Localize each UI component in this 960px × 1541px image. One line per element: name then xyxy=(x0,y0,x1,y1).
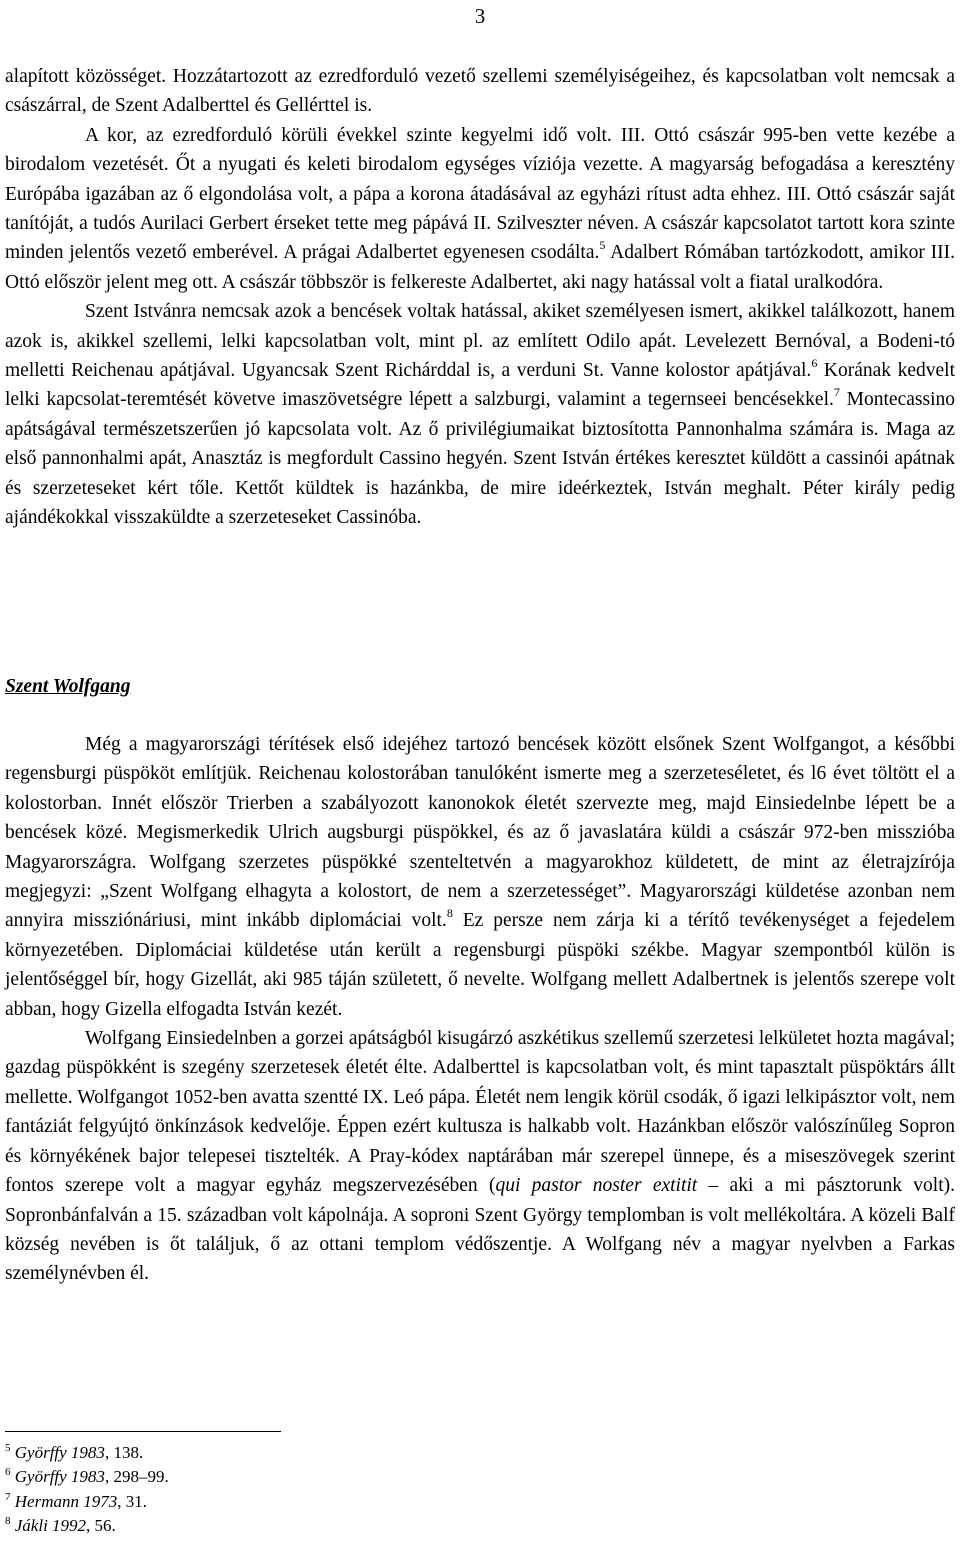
paragraph-4 xyxy=(5,730,955,1024)
footnote-number: 6 xyxy=(5,1466,11,1479)
footnote-ref-6: 6 xyxy=(811,356,818,371)
footnote-pages: , 298–99. xyxy=(104,1467,169,1487)
paragraph-4-text-a: Még a magyarországi térítések első idejéhez tartozó bencések között elsőnek Szent Wolfgangot, a későbbi regensburgi püspököt említjük. Reichenau kolostorában tanulóként ismerte meg a szerzeteséletet, és l6 évet töltött el a kolostorban. Innét először Trierben a szabályozott kanonokok életét szervezte meg, majd Einsiedelnbe lépett be a bencések közé. Megismerkedik Ulrich augsburgi püspökkel, és az ő javaslatára küldi a császár 972-ben misszióba Magyarországra. Wolfgang szerzetes püspökké szenteltetvén a magyarokhoz küldetett, de mint az életrajzírója megjegyzi: „Szent Wolfgang elhagyta a kolostort, de nem a szerzetességet”. Magyarországi küldetése azonban nem annyira missziónáriusi, mint inkább diplomáciai volt. xyxy=(5,734,955,932)
footnote-ref-8: 8 xyxy=(446,906,453,921)
footnote-source: Györffy 1983 xyxy=(14,1467,105,1487)
paragraph-5 xyxy=(5,1024,955,1289)
paragraph-1 xyxy=(5,62,955,121)
footnote-number: 8 xyxy=(5,1515,11,1528)
footnote-source: Hermann 1973 xyxy=(14,1491,118,1511)
paragraph-5-text-b: – aki a mi pásztorunk volt). Sopronbánfalván a 15. században volt kápolnája. A soproni Szent György templomban is volt mellékoltára. A közeli Balf község nevében is őt találjuk, ő az ottani templom védőszentje. A Wolfgang név a magyar nyelvben a Farkas személynévben él. xyxy=(5,1175,956,1285)
footnote-pages: , 56. xyxy=(86,1516,116,1536)
footnote-5 xyxy=(5,1441,169,1465)
footnote-6 xyxy=(5,1465,169,1489)
paragraph-3-text-c: Montecassino apátságával természetszerűen jó kapcsolata volt. Az ő privilégiumaikat biztosította Pannonhalma számára is. Maga az első pannonhalmi apát, Anasztáz is megfordult Cassino hegyén. Szent István értékes keresztet küldött a cassinói apátnak és szerzeteseket kért tőle. Kettőt küldtek is hazánkba, de mire ideérkeztek, István meghalt. Péter király pedig ajándékokkal visszaküldte a szerzeteseket Cassinóba. xyxy=(5,389,955,529)
paragraph-3-text-a: Szent Istvánra nemcsak azok a bencések voltak hatással, akiket személyesen ismert, akikkel találkozott, hanem azok is, akikkel szellemi, lelki kapcsolatban volt, mint pl. az említett Odilo apát. Levelezett Bernóval, a Bodeni-tó melletti Reichenau apátjával. Ugyancsak Szent Richárddal is, a verduni St. Vanne kolostor apátjával. xyxy=(5,301,955,382)
footnotes xyxy=(5,1441,169,1539)
paragraph-2 xyxy=(5,121,955,297)
footnote-pages: , 31. xyxy=(117,1491,147,1511)
paragraph-2-text-a: A kor, az ezredforduló körüli évekkel szinte kegyelmi idő volt. III. Ottó császár 995-ben vette kezébe a birodalom vezetését. Őt a nyugati és keleti birodalom egységes víziója vezette. A magyarság befogadása a keresztény Európába igazában az ő elgondolása volt, a pápa a korona átadásával az egyházi rítust adta ehhez. III. Ottó császár saját tanítóját, a tudós Aurilaci Gerbert érseket tette meg pápává II. Szilveszter néven. A császár kapcsolatot tartott kora szinte minden jelentős vezető emberével. A prágai Adalbertet egyenesen csodálta. xyxy=(5,124,955,264)
paragraph-1-text: alapított közösséget. Hozzátartozott az ezredforduló vezető szellemi személyiségeihez, és kapcsolatban volt nemcsak a császárral, de Szent Adalberttel és Gellérttel is. xyxy=(5,66,955,117)
footnote-ref-5: 5 xyxy=(599,238,606,253)
section-heading: Szent Wolfgang xyxy=(5,676,131,697)
paragraph-3-text-b: Korának kedvelt lelki kapcsolat-teremtését követve imaszövetségre lépett a salzburgi, valamint a tegernseei bencésekkel. xyxy=(5,360,955,411)
latin-quote: qui pastor noster extitit xyxy=(495,1175,698,1197)
footnote-7 xyxy=(5,1490,169,1514)
paragraph-5-text-a: Wolfgang Einsiedelnben a gorzei apátságból kisugárzó aszkétikus szellemű szerzetesi lelkületet hozta magával; gazdag püspökként is szegény szerzetesek életét élte. Adalberttel is kapcsolatban volt, és mint tapasztalt püspöktárs állt mellette. Wolfgangot 1052-ben avatta szentté IX. Leó pápa. Életét nem lengik körül csodák, ő igazi lelkipásztor volt, nem fantáziát felgyújtó önkínzások kedvelője. Éppen ezért kultusza is halkabb volt. Hazánkban először valószínűleg Sopron és környékének bajor telepesei tisztelték. A Pray-kódex naptárában már szerepel ünnepe, és a miseszövegek szerint fontos szerepe volt a magyar egyház megszervezésében ( xyxy=(5,1028,955,1197)
paragraph-2-text-b: Adalbert Rómában tartózkodott, amikor III. Ottó először jelent meg ott. A császár többször is felkereste Adalbertet, aki nagy hatással volt a fiatal uralkodóra. xyxy=(5,242,955,293)
paragraph-4-text-b: Ez persze nem zárja ki a térítő tevékenységet a fejedelem környezetében. Diplomáciai küldetése után került a regensburgi püspöki székbe. Magyar szempontból külön is jelentőséggel bír, hogy Gizellát, aki 985 táján született, ő nevelte. Wolfgang mellett Adalbertnek is jelentős szerepe volt abban, hogy Gizella elfogadta István kezét. xyxy=(5,910,955,1020)
footnote-number: 7 xyxy=(5,1490,11,1503)
footnote-ref-7: 7 xyxy=(833,385,840,400)
paragraph-3 xyxy=(5,297,955,532)
body-text-lower xyxy=(5,730,955,1289)
footnote-source: Györffy 1983 xyxy=(14,1443,105,1462)
footnote-8 xyxy=(5,1514,169,1538)
footnote-number: 5 xyxy=(5,1442,11,1454)
page-number: 3 xyxy=(474,4,486,28)
footnote-separator xyxy=(5,1431,281,1432)
body-text-upper xyxy=(5,62,955,533)
footnote-pages: , 138. xyxy=(104,1443,144,1462)
footnote-source: Jákli 1992 xyxy=(14,1516,87,1536)
